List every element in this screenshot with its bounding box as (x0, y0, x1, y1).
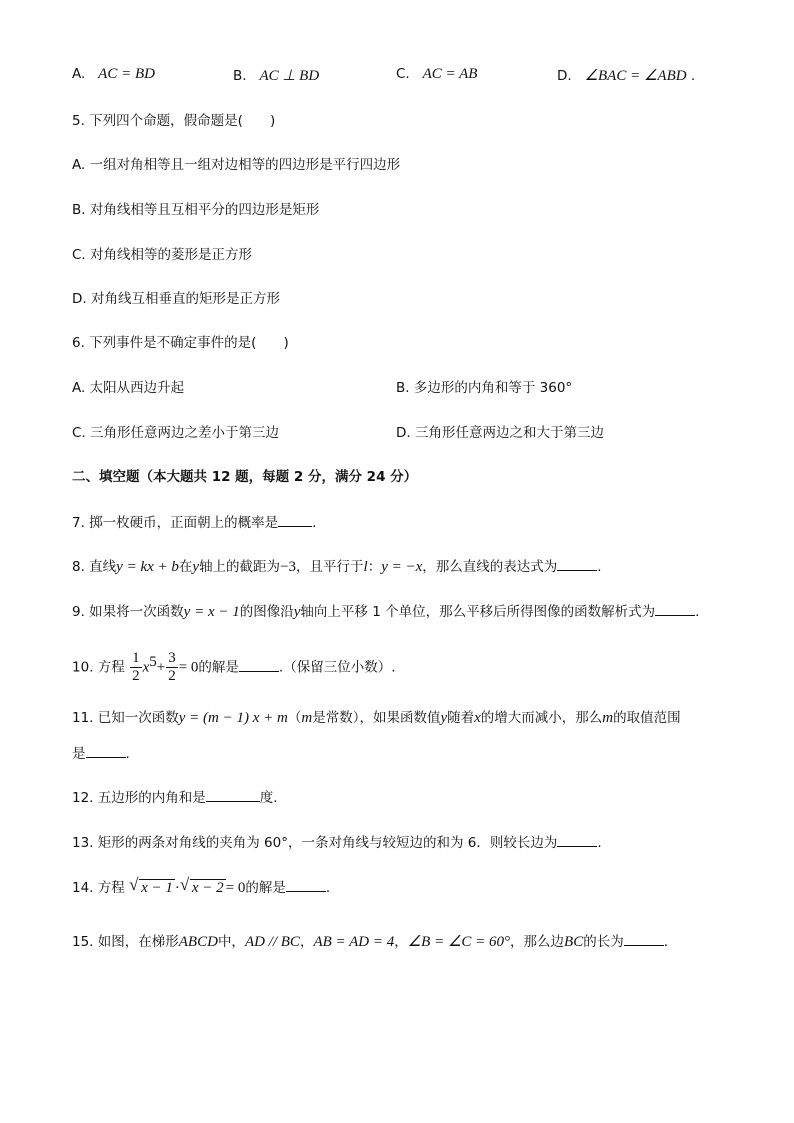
q5-stem: 5. 下列四个命题，假命题是( ) (72, 113, 276, 129)
q4-option-b-math: AC ⊥ BD (259, 68, 320, 84)
q11-answer-blank (86, 743, 126, 758)
section-heading: 二、填空题（本大题共 12 题，每题 2 分，满分 24 分） (72, 469, 418, 485)
q10-eq0: = 0 (178, 659, 199, 676)
q5-option-a: A. 一组对角相等且一组对边相等的四边形是平行四边形 (72, 157, 401, 173)
q15 (72, 931, 668, 952)
q11-y: y (440, 710, 448, 726)
q15-par: AD // BC (244, 934, 300, 950)
q6-option-c: C. 三角形任意两边之差小于第三边 (72, 425, 280, 441)
q9-t1: 的图像沿 (239, 604, 294, 620)
q4-option-c-label: C. (396, 66, 410, 82)
q12-answer-blank (206, 787, 260, 802)
q4-option-a (72, 66, 155, 83)
q4-option-b (233, 66, 319, 85)
q4-option-d-label: D. (557, 68, 572, 84)
q13-answer-blank (557, 832, 597, 847)
q14-radicand1: x − 1 (141, 880, 173, 896)
q10-frac2-num: 3 (168, 650, 176, 666)
q15-num: 15. 如图，在梯形 (72, 934, 179, 950)
q11-end: . (125, 746, 130, 762)
q15-end: . (663, 934, 669, 950)
q10-x: x (142, 659, 150, 676)
q10 (72, 645, 396, 685)
q8-t2: 轴上的截距为 (199, 559, 281, 575)
q10-frac2-den: 2 (168, 668, 176, 684)
q10-frac1 (130, 650, 142, 685)
q4-option-c (396, 66, 477, 83)
q10-t1: 的解是 (198, 659, 239, 676)
q9-eq: y = x − 1 (183, 604, 240, 620)
q8 (72, 556, 602, 577)
q5-option-c: C. 对角线相等的菱形是正方形 (72, 247, 253, 263)
q12-text: 12. 五边形的内角和是 (72, 790, 206, 806)
q15-eq1: AB = AD = 4 (313, 934, 395, 950)
q4-option-a-math: AC = BD (98, 66, 155, 82)
q15-bc: BC (564, 934, 584, 950)
q15-answer-blank (624, 931, 664, 946)
q14-end: . (325, 880, 331, 896)
q9-y: y (293, 604, 301, 620)
q7-text: 7. 掷一枚硬币，正面朝上的概率是 (72, 515, 279, 531)
q11-x: x (474, 710, 481, 726)
q11-t4: 的增大而减小，那么 (480, 710, 603, 726)
q15-t3: ， (394, 934, 408, 950)
q11-line2 (72, 743, 130, 764)
q9-end: . (695, 604, 700, 620)
q8-num: 8. 直线 (72, 559, 117, 575)
q11-t3: 随着 (447, 710, 475, 726)
q6-option-b: B. 多边形的内角和等于 360° (396, 380, 573, 396)
q8-l: l (363, 559, 368, 575)
q12-end: 度. (259, 790, 278, 806)
q14-radicand2: x − 2 (191, 880, 224, 896)
q14-t1: 的解是 (245, 880, 286, 896)
q8-t3: ，且平行于 (296, 559, 364, 575)
q13 (72, 832, 602, 853)
q13-text: 13. 矩形的两条对角线的夹角为 60°，一条对角线与较短边的和为 6．则较长边为 (72, 835, 558, 851)
q8-answer-blank (557, 556, 597, 571)
q8-val: −3 (280, 559, 297, 575)
q9 (72, 601, 699, 622)
q11-t2: 是常数），如果函数值 (312, 710, 441, 726)
q7-answer-blank (278, 512, 312, 527)
q4-option-d-math: ∠BAC = ∠ABD (584, 68, 687, 84)
q8-y: y (192, 559, 200, 575)
q13-end: . (597, 835, 602, 851)
q6-option-d: D. 三角形任意两边之和大于第三边 (396, 425, 604, 441)
q14-radical-icon: √ (129, 875, 139, 894)
q14 (72, 877, 330, 898)
q8-t5: ，那么直线的表达式为 (422, 559, 558, 575)
q8-eq1: y = kx + b (116, 559, 179, 575)
q11-m1: m (301, 710, 313, 726)
q8-eq2: y = −x (381, 559, 423, 575)
q4-option-c-math: AC = AB (422, 66, 478, 82)
q14-dot: · (174, 880, 180, 896)
q11-t5: 的取值范围 (613, 710, 681, 726)
q11-m2: m (602, 710, 614, 726)
q7 (72, 512, 316, 533)
q15-t4: ，那么边 (510, 934, 565, 950)
q15-abcd: ABCD (178, 934, 218, 950)
q14-num: 14. 方程 (72, 880, 125, 896)
q8-end: . (597, 559, 602, 575)
q8-t4: ： (367, 559, 382, 575)
q14-sqrt1 (129, 875, 175, 898)
q11-num: 11. 已知一次函数 (72, 710, 179, 726)
q5-option-b: B. 对角线相等且互相平分的四边形是矩形 (72, 202, 320, 218)
q11-line2-text: 是 (72, 746, 86, 762)
q14-answer-blank (286, 877, 326, 892)
q11-t1: （ (287, 710, 302, 726)
q6-stem: 6. 下列事件是不确定事件的是( ) (72, 335, 289, 351)
q15-t1: 中， (217, 934, 245, 950)
q11 (72, 708, 681, 728)
q10-plus: + (156, 659, 166, 676)
q4-option-d-end: . (690, 68, 696, 84)
q15-t2: ， (299, 934, 314, 950)
q10-t2: .（保留三位小数）. (278, 659, 396, 676)
q4-option-d (557, 66, 695, 85)
q10-answer-blank (239, 657, 279, 672)
q14-sqrt2 (179, 875, 226, 898)
q9-answer-blank (655, 601, 695, 616)
q14-radical-icon-2: √ (179, 875, 190, 894)
q11-eq: y = (m − 1) x + m (178, 710, 288, 726)
q14-eq0: = 0 (225, 880, 246, 896)
q9-t2: 轴向上平移 1 个单位，那么平移后所得图像的函数解析式为 (300, 604, 656, 620)
q10-frac1-den: 2 (132, 668, 140, 684)
q10-frac1-num: 1 (132, 650, 140, 666)
q8-t1: 在 (178, 559, 193, 575)
q15-eq2: ∠B = ∠C = 60° (407, 934, 511, 950)
q7-end: . (312, 515, 317, 531)
q10-exp: 5 (149, 654, 157, 670)
q5-option-d: D. 对角线互相垂直的矩形是正方形 (72, 291, 280, 307)
q4-option-a-label: A. (72, 66, 86, 82)
q10-frac2 (166, 650, 178, 685)
q9-num: 9. 如果将一次函数 (72, 604, 184, 620)
q4-option-b-label: B. (233, 68, 247, 84)
q6-option-a: A. 太阳从西边升起 (72, 380, 185, 396)
q10-num: 10. 方程 (72, 659, 125, 676)
q12 (72, 787, 278, 808)
q15-t5: 的长为 (583, 934, 624, 950)
